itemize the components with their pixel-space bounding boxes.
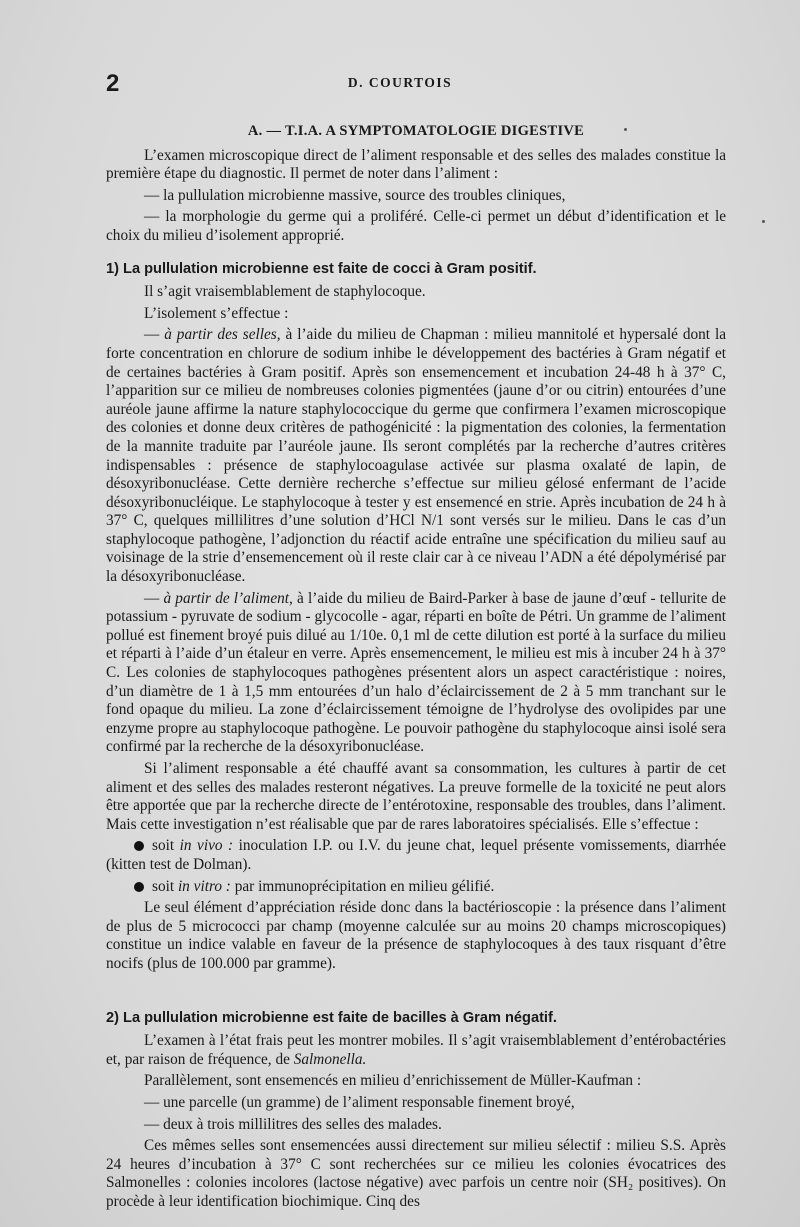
- print-speck: [762, 220, 765, 223]
- subsection-heading: 2) La pullulation microbienne est faite de bacilles à Gram négatif.: [106, 1009, 557, 1026]
- section-heading: A. — T.I.A. A SYMPTOMATOLOGIE DIGESTIVE: [247, 123, 585, 139]
- list-item: — la pullulation microbienne massive, source des troubles cliniques,: [144, 186, 566, 204]
- bullet-item: soit in vivo : inoculation I.P. ou I.V. du jeune chat, lequel présente vomissements, diarrhée (kitten test de Dolman).: [106, 837, 726, 873]
- list-item: — deux à trois millilitres des selles des malades.: [144, 1115, 442, 1133]
- print-speck: [624, 128, 627, 131]
- dash: —: [144, 326, 165, 344]
- bullet-icon: [134, 841, 144, 851]
- dash: —: [144, 589, 164, 607]
- paragraph: L’isolement s’effectue :: [144, 304, 289, 322]
- subsection-heading: 1) La pullulation microbienne est faite de cocci à Gram positif.: [106, 260, 537, 277]
- italic-phrase: à partir des selles,: [164, 326, 281, 344]
- paragraph: Ces mêmes selles sont ensemencées aussi directement sur milieu sélectif : milieu S.S. Après 24 heures d’incubation à 37° C sont recherchées sur ce milieu les colonies évocatrices des Salmonelles : colonies incolores (lactose négative) avec parfois un centre noir (SH₂ positives). On procède à leur identification biochimique. Cinq des: [106, 1137, 726, 1210]
- paragraph: Il s’agit vraisemblablement de staphylocoque.: [144, 283, 426, 301]
- italic-phrase: in vitro :: [177, 877, 231, 895]
- paragraph: L’examen à l’état frais peut les montrer mobiles. Il s’agit vraisemblablement d’entérobactéries et, par raison de fréquence, de Salmonella.: [106, 1032, 726, 1068]
- bullet-item: soit in vitro : par immunoprécipitation en milieu gélifié.: [106, 878, 726, 897]
- italic-phrase: à partir de l’aliment,: [163, 589, 293, 607]
- list-item: — la morphologie du germe qui a proliféré. Celle-ci permet un début d’identification et le choix du milieu d’isolement approprié.: [106, 208, 726, 244]
- paragraph: Si l’aliment responsable a été chauffé avant sa consommation, les cultures à partir de cet aliment et des selles des malades resteront négatives. La preuve formelle de la toxicité ne peut alors être apportée que par la recherche directe de l’entérotoxine, responsable des troubles, dans l’aliment. Mais cette investigation n’est réalisable que par de rares laboratoires spécialisés. Elle s’effectue :: [106, 760, 726, 833]
- bullet-icon: [134, 882, 144, 892]
- paragraph-text: à l’aide du milieu de Baird-Parker à base de jaune d’œuf - tellurite de potassium - pyruvate de sodium - glycocolle - agar, réparti en boîte de Pétri. Un gramme de l’aliment pollué est finement broyé puis dilué au 1/10e. 0,1 ml de cette dilution est porté à la surface du milieu et réparti à l’aide d’un étaleur en verre. Après ensemencement, le milieu est mis à incuber 24 h à 37° C. Les colonies de staphylocoques pathogènes présentent alors un aspect caractéristique : noires, d’un diamètre de 1 à 1,5 mm entourées d’un halo d’éclaircissement de 2 à 5 mm tranchant sur le fond opaque du milieu. La zone d’éclaircissement témoigne de l’hydrolyse des ovolipides par une enzyme propre au staphylocoque pathogène. Le pouvoir pathogène du staphylocoque ainsi isolé sera confirmé par la recherche de la désoxyribonucléase.: [106, 589, 726, 756]
- page-number: 2: [106, 70, 120, 97]
- paragraph: L’examen microscopique direct de l’aliment responsable et des selles des malades constitue la première étape du diagnostic. Il permet de noter dans l’aliment :: [106, 146, 726, 183]
- paragraph: Parallèlement, sont ensemencés en milieu d’enrichissement de Müller-Kaufman :: [144, 1072, 642, 1090]
- paragraph-aliment: [106, 590, 726, 757]
- page-body: [106, 122, 726, 1214]
- list-item: — une parcelle (un gramme) de l’aliment responsable finement broyé,: [144, 1093, 575, 1111]
- running-head: D. COURTOIS: [347, 75, 453, 90]
- paragraph: Le seul élément d’appréciation réside donc dans la bactérioscopie : la présence dans l’aliment de plus de 5 micrococci par champ (moyenne calculée sur au moins 20 champs microscopiques) constitue un indice valable en faveur de la présence de staphylocoques à des taux risquant d’être nocifs (plus de 100.000 par gramme).: [106, 899, 726, 972]
- italic-phrase: Salmonella.: [293, 1050, 367, 1068]
- paragraph-selles: [106, 326, 726, 586]
- paragraph-text: à l’aide du milieu de Chapman : milieu mannitolé et hypersalé dont la forte concentration en chlorure de sodium inhibe le développement des bactéries à Gram négatif et de certaines bactéries à Gram positif. Après son ensemencement et incubation 24-48 h à 37° C, l’apparition sur ce milieu de nombreuses colonies pigmentées (jaune d’or ou citrin) entourées d’une auréole jaune affirme la nature staphylococcique du germe que confirmera l’examen microscopique des colonies et donne deux critères de pathogénicité : la pigmentation des colonies, la fermentation de la mannite traduite par l’auréole jaune. Ils seront complétés par la recherche d’autres critères indispensables : présence de staphylocoagulase activée sur plasma oxalaté de lapin, de désoxyribonucléase. Cette dernière recherche s’effectue sur milieu gélosé enfermant de l’acide désoxyribonucléique. Le staphylocoque à tester y est ensemencé en strie. Après incubation de 24 h à 37° C, quelques millilitres d’une solution d’HCl N/1 sont versés sur le milieu. Dans le cas d’un staphylocoque pathogène, l’adjonction du réactif acide entraîne une spécification du milieu sauf au voisinage de la strie d’ensemencement où il reste clair car à ce niveau l’ADN a été dépolymérisé par la désoxyribonucléase.: [106, 326, 727, 586]
- italic-phrase: in vivo :: [179, 837, 234, 855]
